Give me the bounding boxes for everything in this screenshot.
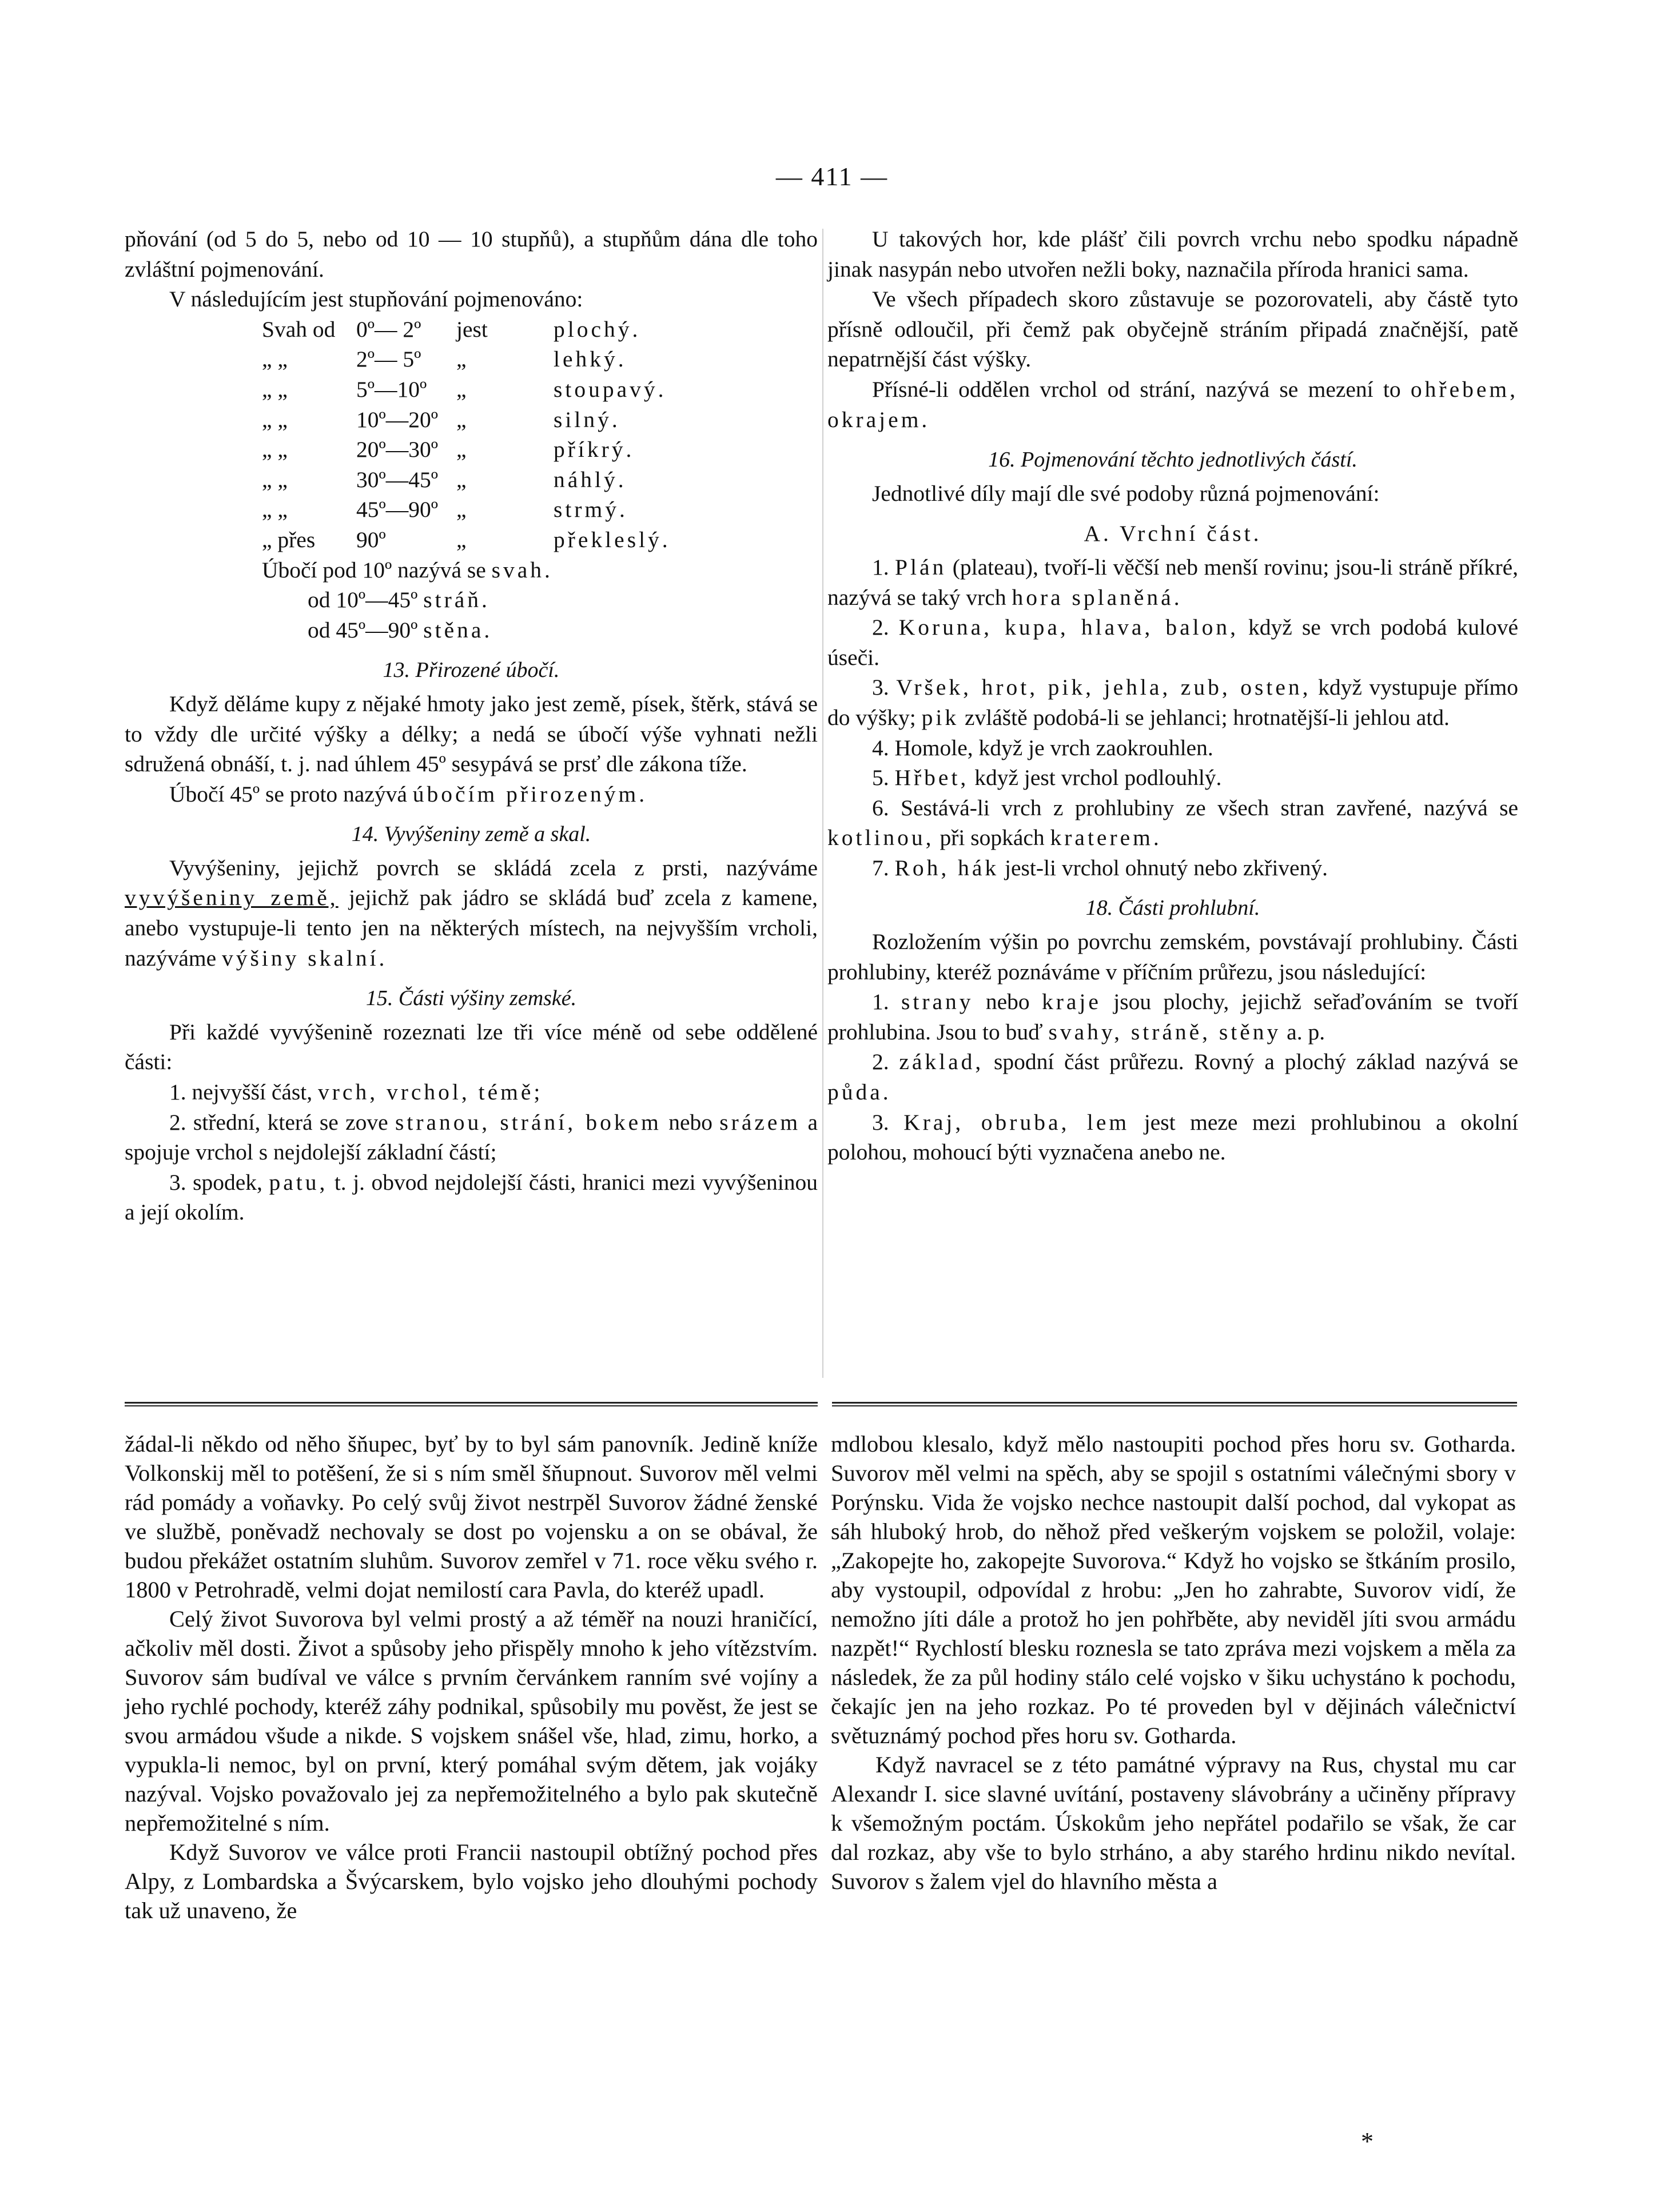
continuation-mark: * (1361, 2127, 1374, 2155)
paragraph: žádal-li někdo od něho šňupec, byť by to byl sám panovník. Jedině kníže Volkonskij měl to potěšení, že si s ním směl šňupnout. Suvorov měl velmi rád pomády a voňavky. Po celý svůj život nestrpěl Suvorov žádné ženské ve službě, poněvadž nechovaly se dost po vojensku a on se obával, že budou překážet ostatním sluhům. Suvorov zemřel v 71. roce věku svého r. 1800 v Petrohradě, velmi dojat nemilostí cara Pavla, do kteréž upadl. (125, 1431, 818, 1603)
list-item: 2. střední, která se zove stranou, strání, bokem nebo srázem a spojuje vrchol s nejdolejší základní částí; (125, 1109, 818, 1165)
paragraph: Celý život Suvorova byl velmi prostý a až téměř na nouzi hraničící, ačkoliv měl dosti. Život a spůsoby jeho přispěly mnoho k jeho vítězstvím. Suvorov sám budíval ve válce s prvním červánkem ranním své vojíny a jeho rychlé pochody, kteréž záhy podnikal, spůsobily mu pověst, že jest se svou armádou všude a nikde. S vojskem snášel vše, hlad, zimu, horko, a vypukla-li nemoc, byl on první, který pomáhal svým dětem, jak vojáky nazýval. Vojsko považovalo jej za nepřemožitelného a bylo pak skutečně nepřemožitelné s ním. (125, 1606, 818, 1836)
list-item: 3. Kraj, obruba, lem jest meze mezi prohlubinou a okolní polohou, mohoucí býti vyznačena anebo ne. (827, 1109, 1518, 1165)
grade-cell-c1: „ „ (262, 467, 288, 492)
footer-separator-right (832, 1402, 1517, 1406)
grade-cell-term: silný. (554, 406, 620, 432)
grade-cell-c1: „ přes (262, 527, 316, 552)
section-heading: 14. Vyvýšeniny země a skal. (351, 822, 591, 847)
grade-row (262, 495, 671, 525)
grade-cell-c3: jest (456, 316, 488, 342)
grade-cell-c3: „ (456, 467, 467, 492)
grade-cell-c3: „ (456, 406, 467, 432)
top-left-column (125, 224, 818, 1227)
grade-cell-c3: „ (456, 437, 467, 463)
section-heading: 13. Přirozené úbočí. (383, 658, 560, 683)
bottom-right-column (831, 1429, 1516, 1896)
paragraph: pňování (od 5 do 5, nebo od 10 — 10 stupňů), a stupňům dána dle toho zvláštní pojmenování. (125, 226, 818, 282)
list-item: 4. Homole, když je vrch zaokrouhlen. (872, 735, 1213, 760)
grade-row (262, 374, 671, 405)
grade-cell-c1: Svah od (262, 316, 336, 342)
grade-cell-c2: 20º—30º (356, 437, 438, 463)
grade-cell-c3: „ (456, 376, 467, 402)
grade-cell-term: překleslý. (554, 527, 671, 552)
page-number: — 411 — (775, 162, 889, 191)
list-item: 1. strany nebo kraje jsou plochy, jejichž seřaďováním se tvoří prohlubina. Jsou to buď svahy, stráně, stěny a. p. (827, 989, 1519, 1045)
section-heading: 15. Části výšiny zemské. (365, 986, 577, 1011)
grade-cell-c2: 90º (356, 527, 386, 552)
grade-cell-c2: 0º— 2º (356, 316, 421, 342)
list-item: 6. Sestává-li vrch z prohlubiny ze všech stran zavřené, nazývá se kotlinou, při sopkách kraterem. (827, 795, 1518, 851)
column-divider (822, 229, 823, 1378)
section-heading: 16. Pojmenování těchto jednotlivých částí. (988, 448, 1358, 472)
grade-cell-c2: 2º— 5º (356, 346, 421, 372)
list-item: 2. Koruna, kupa, hlava, balon, když se vrch podobá kulové úseči. (827, 615, 1518, 670)
grade-row (262, 465, 671, 495)
grade-cell-c1: „ „ (262, 437, 288, 463)
subsection-heading: A. Vrchní část. (1084, 521, 1262, 547)
grade-cell-c1: „ „ (262, 497, 288, 523)
paragraph: Když navracel se z této památné výpravy na Rus, chystal mu car Alexandr I. sice slavné uvítání, postaveny slávobrány a učiněny přípravy k všemožným poctám. Úskokům jeho nepřátel podařilo se však, že car dal rozkaz, aby vše to bylo strháno, a aby starého hrdinu nikdo nevítal. Suvorov s žalem vjel do hlavního města a (831, 1752, 1516, 1894)
grade-cell-term: příkrý. (554, 437, 635, 463)
paragraph: mdlobou klesalo, když mělo nastoupiti pochod přes horu sv. Gotharda. Suvorov měl velmi na spěch, aby se spojil s ostatními válečnými sbory v Porýnsku. Vida že vojsko nechce nastoupit další pochod, dal vykopat as sáh hluboký hrob, do něhož před veškerým vojskem se položil, volaje: „Zakopejte ho, zakopejte Suvorova.“ Když ho vojsko se štkáním prosilo, aby vystoupil, odpovídal z hrobu: „Jen ho zahrabte, Suvorov vidí, že nemožno jíti dále a protož ho jen pohřběte, aby neviděl jíti svou armádu nazpět!“ Rychlostí blesku roznesla se tato zpráva mezi vojskem a měla za následek, že za půl hodiny stálo celé vojsko v šiku uchystáno k pochodu, čekajíc jen na jeho rozkaz. Po té proveden byl v dějinách válečnictví světuznámý pochod přes horu sv. Gotharda. (831, 1431, 1516, 1748)
slope-term-line: od 10º—45º stráň. (308, 587, 490, 613)
grade-row (262, 435, 671, 465)
paragraph: Jednotlivé díly mají dle své podoby různá pojmenování: (872, 480, 1380, 506)
list-item: 1. nejvyšší část, vrch, vrchol, témě; (169, 1079, 543, 1105)
grade-cell-c2: 30º—45º (356, 467, 438, 492)
grade-cell-term: strmý. (554, 497, 628, 523)
paragraph: Rozložením výšin po povrchu zemském, povstávají prohlubiny. Části prohlubiny, kteréž poznáváme v příčním průřezu, jsou následující: (827, 929, 1518, 985)
top-right-column (827, 224, 1518, 1167)
slope-term-line: Úbočí pod 10º nazývá se svah. (262, 557, 553, 583)
paragraph: Přísné-li oddělen vrchol od strání, nazývá se mezení to ohřebem, okrajem. (827, 376, 1518, 432)
grade-cell-c1: „ „ (262, 346, 288, 372)
slope-grade-table (262, 314, 671, 555)
footer-separator-left (125, 1402, 818, 1406)
list-item: 1. Plán (plateau), tvoří-li věčší neb menší rovinu; jsou-li stráně příkré, nazývá se taký vrch hora splaněná. (827, 554, 1519, 610)
section-heading: 18. Části prohlubní. (1085, 896, 1260, 920)
grade-cell-c3: „ (456, 497, 467, 523)
grade-cell-term: náhlý. (554, 467, 627, 492)
grade-row (262, 314, 671, 345)
grade-cell-c2: 10º—20º (356, 406, 438, 432)
grade-row (262, 525, 671, 555)
list-item: 3. spodek, patu, t. j. obvod nejdolejší části, hranici mezi vyvýšeninou a její okolím. (125, 1169, 818, 1225)
paragraph: Ve všech případech skoro zůstavuje se pozorovateli, aby částě tyto přísně odloučil, při čemž pak obyčejně stráním připadá značnější, patě nepatrnější část výšky. (827, 286, 1518, 372)
grade-cell-term: stoupavý. (554, 376, 667, 402)
paragraph: Vyvýšeniny, jejichž povrch se skládá zcela z prsti, nazýváme vyvýšeniny země, jejichž pak jádro se skládá buď zcela z kamene, anebo vystupuje-li tento jen na některých místech, na nejvyšším vrcholi, nazýváme výšiny skalní. (125, 855, 818, 971)
paragraph: V následujícím jest stupňování pojmenováno: (169, 286, 583, 312)
grade-cell-c1: „ „ (262, 406, 288, 432)
paragraph: Když Suvorov ve válce proti Francii nastoupil obtížný pochod přes Alpy, z Lombardska a Švýcarskem, bylo vojsko jeho dlouhými pochody tak už unaveno, že (125, 1839, 818, 1923)
grade-cell-c3: „ (456, 346, 467, 372)
paragraph: U takových hor, kde plášť čili povrch vrchu nebo spodku nápadně jinak nasypán nebo utvořen nežli boky, naznačila příroda hranici sama. (827, 226, 1518, 282)
grade-cell-term: plochý. (554, 316, 641, 342)
grade-cell-term: lehký. (554, 346, 627, 372)
grade-cell-c2: 5º—10º (356, 376, 427, 402)
list-item: 7. Roh, hák jest-li vrchol ohnutý nebo zkřivený. (872, 855, 1328, 880)
slope-term-line: od 45º—90º stěna. (308, 617, 493, 643)
list-item: 5. Hřbet, když jest vrchol podlouhlý. (872, 765, 1222, 791)
grade-row (262, 405, 671, 435)
grade-cell-c1: „ „ (262, 376, 288, 402)
grade-row (262, 344, 671, 374)
bottom-left-column (125, 1429, 818, 1925)
grade-cell-c3: „ (456, 527, 467, 552)
grade-cell-c2: 45º—90º (356, 497, 438, 523)
paragraph: Úbočí 45º se proto nazývá úbočím přirozeným. (169, 781, 648, 807)
list-item: 2. základ, spodní část průřezu. Rovný a plochý základ nazývá se půda. (827, 1049, 1518, 1105)
list-item: 3. Vršek, hrot, pik, jehla, zub, osten, když vystupuje přímo do výšky; pik zvláště podobá-li se jehlanci; hrotnatější-li jehlou atd. (827, 675, 1518, 730)
paragraph: Když děláme kupy z nějaké hmoty jako jest země, písek, štěrk, stává se to vždy dle určité výšky a délky; a nedá se úbočí výše vyhnati nežli sdružená obnáší, t. j. nad úhlem 45º sesypává se prsť dle zákona tíže. (125, 691, 818, 777)
paragraph: Při každé vyvýšenině rozeznati lze tři více méně od sebe oddělené části: (125, 1019, 818, 1075)
